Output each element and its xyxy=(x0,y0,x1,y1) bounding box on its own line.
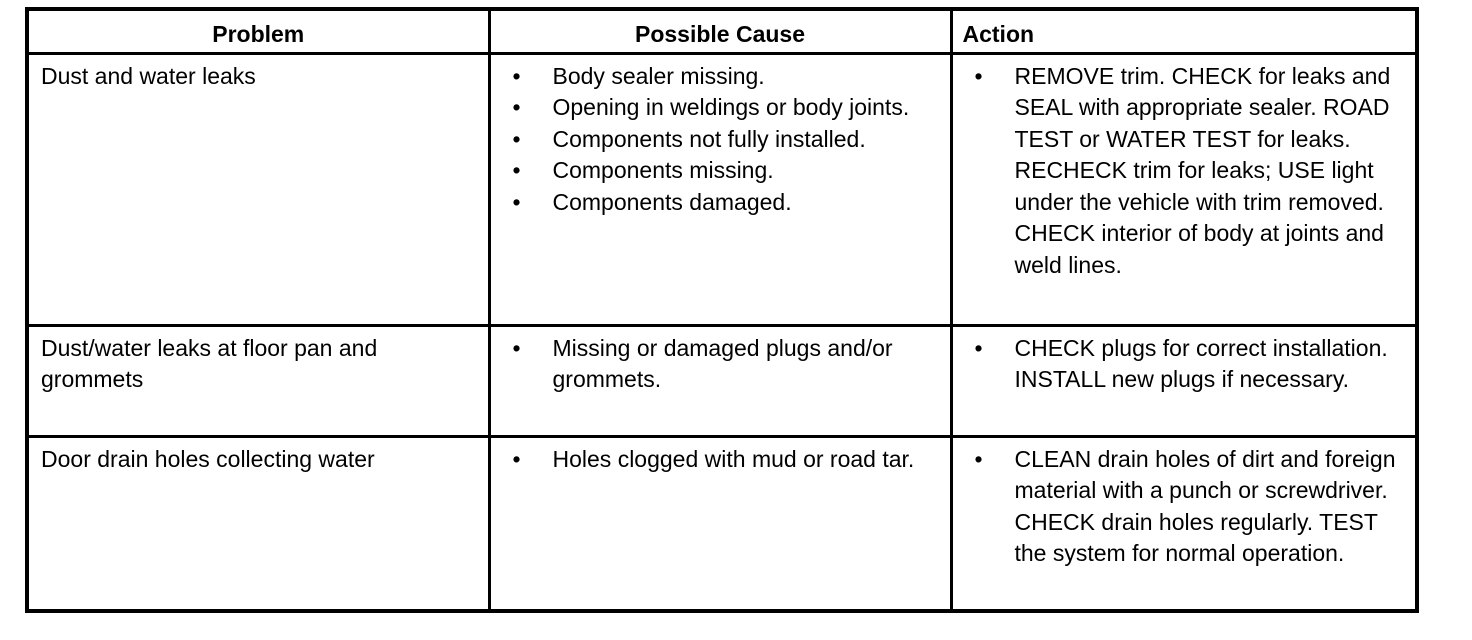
cause-item xyxy=(503,333,940,396)
action-text: REMOVE trim. CHECK for leaks and SEAL with appropriate sealer. ROAD TEST or WATER TEST for leaks. RECHECK trim for leaks; USE light under the vehicle with trim removed. CHECK interior of body at joints and weld lines. xyxy=(1014,62,1391,278)
cause-text: Opening in weldings or body joints. xyxy=(552,94,910,120)
table-row xyxy=(27,53,1417,325)
action-text: CHECK plugs for correct installation. INSTALL new plugs if necessary. xyxy=(1014,334,1388,392)
cause-list xyxy=(503,61,940,219)
bullet-icon: • xyxy=(974,445,983,472)
cause-text: Components missing. xyxy=(552,157,774,183)
header-problem: Problem xyxy=(27,9,489,53)
bullet-icon: • xyxy=(512,188,521,215)
bullet-icon: • xyxy=(512,157,521,183)
cause-cell xyxy=(489,325,951,436)
header-row xyxy=(27,9,1417,53)
action-item xyxy=(965,333,1406,396)
cause-item xyxy=(503,155,940,187)
action-list xyxy=(965,333,1406,396)
problem-cell: Dust and water leaks xyxy=(27,53,489,325)
cause-item xyxy=(503,444,940,476)
action-cell xyxy=(951,53,1417,325)
table-row xyxy=(27,436,1417,611)
cause-list xyxy=(503,444,940,476)
bullet-icon: • xyxy=(974,334,983,361)
bullet-icon: • xyxy=(512,334,521,361)
action-text: CLEAN drain holes of dirt and foreign material with a punch or screwdriver. CHECK drain holes regularly. TEST the system for normal operation. xyxy=(1014,445,1396,566)
action-list xyxy=(965,444,1406,570)
header-possible-cause: Possible Cause xyxy=(489,9,951,53)
cause-cell xyxy=(489,436,951,611)
cause-item xyxy=(503,187,940,219)
bullet-icon: • xyxy=(512,445,521,472)
action-cell xyxy=(951,436,1417,611)
cause-list xyxy=(503,333,940,396)
bullet-icon: • xyxy=(512,62,521,89)
header-action: Action xyxy=(951,9,1417,53)
cause-item xyxy=(503,124,940,156)
cause-text: Components damaged. xyxy=(552,188,792,215)
table-row xyxy=(27,325,1417,436)
cause-text: Components not fully installed. xyxy=(552,125,866,152)
cause-item xyxy=(503,92,940,124)
problem-cell: Dust/water leaks at floor pan and grommets xyxy=(27,325,489,436)
bullet-icon: • xyxy=(512,125,521,152)
problem-cell: Door drain holes collecting water xyxy=(27,436,489,611)
cause-item xyxy=(503,61,940,93)
diagnosis-table xyxy=(25,7,1419,613)
action-list xyxy=(965,61,1406,282)
cause-text: Missing or damaged plugs and/or grommets. xyxy=(552,334,893,392)
bullet-icon: • xyxy=(512,94,521,120)
bullet-icon: • xyxy=(974,62,983,89)
cause-cell xyxy=(489,53,951,325)
action-cell xyxy=(951,325,1417,436)
cause-text: Holes clogged with mud or road tar. xyxy=(552,445,915,472)
action-item xyxy=(965,61,1406,282)
cause-text: Body sealer missing. xyxy=(552,62,765,89)
action-item xyxy=(965,444,1406,570)
